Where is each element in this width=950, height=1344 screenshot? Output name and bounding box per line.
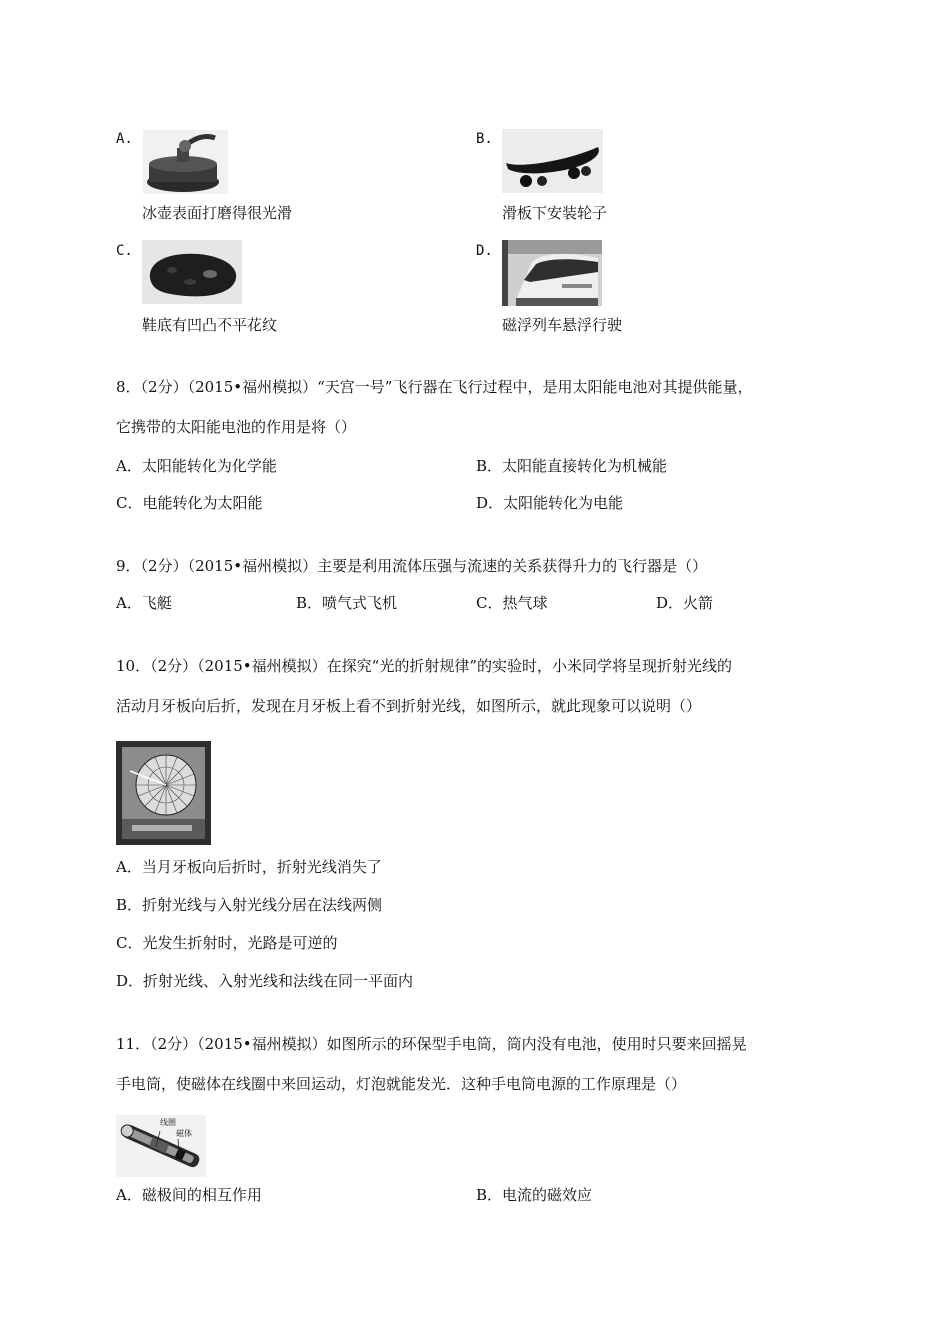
curling-stone-image <box>143 130 228 194</box>
q9-option-a: A．飞艇 <box>116 594 172 612</box>
q8-option-d: D．太阳能转化为电能 <box>476 494 624 512</box>
refraction-board-image <box>116 741 211 845</box>
q11-stem-line-1: 11．（2分）（2015•福州模拟）如图所示的环保型手电筒，筒内没有电池，使用时只要来回摇晃 <box>116 1035 747 1053</box>
q7-option-a-caption: 冰壶表面打磨得很光滑 <box>142 204 293 222</box>
q10-option-b: B．折射光线与入射光线分居在法线两侧 <box>116 896 383 914</box>
q10-option-a: A．当月牙板向后折时，折射光线消失了 <box>116 858 382 876</box>
q8-stem-line-2: 它携带的太阳能电池的作用是将（） <box>116 418 357 436</box>
q11-option-b: B．电流的磁效应 <box>476 1186 593 1204</box>
skateboard-image <box>502 129 603 193</box>
q10-option-c: C．光发生折射时，光路是可逆的 <box>116 934 338 952</box>
q9-stem-line-1: 9．（2分）（2015•福州模拟）主要是利用流体压强与流速的关系获得升力的飞行器是（） <box>116 557 708 575</box>
q11-stem-line-2: 手电筒，使磁体在线圈中来回运动，灯泡就能发光．这种手电筒电源的工作原理是（） <box>116 1075 687 1093</box>
q11-option-a: A．磁极间的相互作用 <box>116 1186 262 1204</box>
q8-stem-line-1: 8．（2分）（2015•福州模拟）“天宫一号”飞行器在飞行过程中，是用太阳能电池对其提供能量， <box>116 378 753 396</box>
q7-option-a-letter: A. <box>116 131 133 147</box>
q7-option-b-caption: 滑板下安装轮子 <box>502 204 608 222</box>
q8-option-c: C．电能转化为太阳能 <box>116 494 263 512</box>
maglev-train-image <box>502 240 602 306</box>
q10-stem-line-1: 10．（2分）（2015•福州模拟）在探究“光的折射规律”的实验时，小米同学将呈现折射光线的 <box>116 657 732 675</box>
q9-option-b: B．喷气式飞机 <box>296 594 398 612</box>
q7-option-c-letter: C. <box>116 243 133 259</box>
q7-option-d-letter: D. <box>476 243 493 259</box>
shake-flashlight-image <box>116 1115 206 1177</box>
q7-option-b-letter: B. <box>476 131 493 147</box>
q10-option-d: D．折射光线、入射光线和法线在同一平面内 <box>116 972 414 990</box>
magnet-label: 磁体 <box>176 1129 192 1138</box>
q8-option-a: A．太阳能转化为化学能 <box>116 457 277 475</box>
q9-option-d: D．火箭 <box>656 594 714 612</box>
q9-option-c: C．热气球 <box>476 594 548 612</box>
q7-option-c-caption: 鞋底有凹凸不平花纹 <box>142 316 278 334</box>
q7-option-d-caption: 磁浮列车悬浮行驶 <box>502 316 623 334</box>
shoe-sole-image <box>142 240 242 304</box>
q8-option-b: B．太阳能直接转化为机械能 <box>476 457 668 475</box>
coil-label: 线圈 <box>160 1118 176 1127</box>
q10-stem-line-2: 活动月牙板向后折，发现在月牙板上看不到折射光线，如图所示，就此现象可以说明（） <box>116 697 702 715</box>
